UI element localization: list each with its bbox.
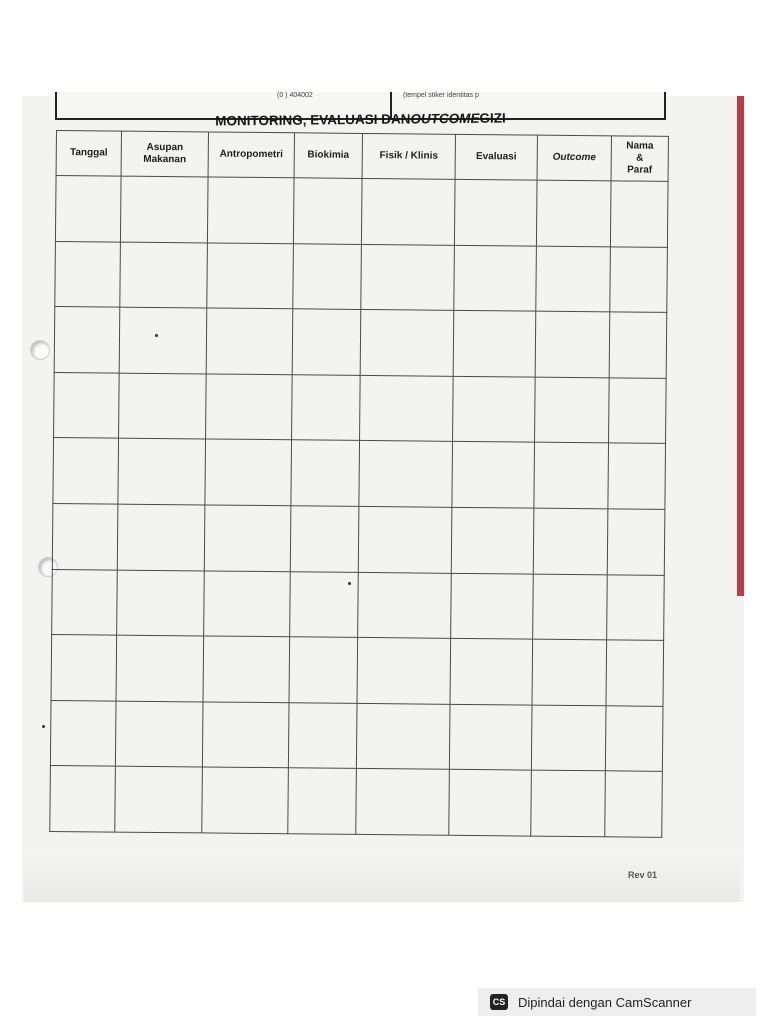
table-cell xyxy=(202,767,289,833)
table-cell xyxy=(608,443,666,509)
table-cell xyxy=(531,770,606,836)
camscanner-watermark xyxy=(478,988,756,1016)
table-row xyxy=(51,635,664,706)
table-cell xyxy=(360,375,454,441)
table-cell xyxy=(454,179,537,245)
table-cell xyxy=(120,242,208,308)
table-cell xyxy=(205,439,292,505)
table-cell xyxy=(204,571,291,637)
table-cell xyxy=(119,307,207,373)
table-cell xyxy=(53,438,119,504)
table-cell xyxy=(54,307,120,373)
table-cell xyxy=(117,570,205,636)
table-cell xyxy=(207,177,294,243)
table-cell xyxy=(451,573,534,639)
table-cell xyxy=(51,635,117,701)
table-cell xyxy=(116,635,204,701)
table-cell xyxy=(531,705,606,771)
table-cell xyxy=(452,442,535,508)
sticker-note: (tempel stiker identitas p xyxy=(403,92,479,99)
table-cell xyxy=(206,308,293,374)
title-text-1: MONITORING, EVALUASI DAN xyxy=(215,110,411,129)
table-cell xyxy=(360,310,454,376)
table-cell xyxy=(288,703,357,769)
col-header-biokimia: Biokimia xyxy=(294,133,362,179)
table-cell xyxy=(293,243,362,309)
table-cell xyxy=(533,574,608,640)
table-cell xyxy=(536,246,611,312)
table-cell xyxy=(605,706,663,772)
table-cell xyxy=(454,245,537,311)
table-row xyxy=(54,372,667,443)
table-cell xyxy=(605,771,663,837)
table-cell xyxy=(207,243,294,309)
table-cell xyxy=(120,176,208,242)
table-cell xyxy=(610,246,668,312)
table-cell xyxy=(293,178,362,244)
table-row xyxy=(52,503,665,574)
col-header-fisik-klinis: Fisik / Klinis xyxy=(362,133,455,179)
table-cell xyxy=(50,766,116,832)
table-cell xyxy=(356,703,450,769)
table-cell xyxy=(203,636,290,702)
phone-text: (0 ) 404002 xyxy=(277,92,313,99)
table-cell xyxy=(292,375,361,441)
table-row xyxy=(50,700,663,771)
punch-hole xyxy=(30,340,50,360)
table-cell xyxy=(117,504,205,570)
table-cell xyxy=(206,374,293,440)
col-header-asupan-makanan: Asupan Makanan xyxy=(121,131,208,177)
speck xyxy=(42,725,45,728)
table-cell xyxy=(54,372,120,438)
table-cell xyxy=(115,701,203,767)
table-cell xyxy=(609,378,667,444)
table-cell xyxy=(535,311,610,377)
table-cell xyxy=(361,244,455,310)
table-cell xyxy=(119,373,207,439)
table-cell xyxy=(118,438,206,504)
camscanner-icon: CS xyxy=(490,994,508,1010)
table-cell xyxy=(361,178,455,244)
table-cell xyxy=(358,506,452,572)
table-row xyxy=(52,569,665,640)
table-cell xyxy=(358,572,452,638)
table-cell xyxy=(453,376,536,442)
table-cell xyxy=(535,377,610,443)
red-folder-edge xyxy=(737,96,744,596)
col-header-tanggal: Tanggal xyxy=(56,131,121,177)
table-cell xyxy=(55,176,121,242)
table-cell xyxy=(52,569,118,635)
table-cell xyxy=(202,702,289,768)
table-row xyxy=(50,766,663,838)
table-cell xyxy=(606,640,664,706)
table-cell xyxy=(534,442,609,508)
table-cell xyxy=(610,181,668,247)
revision-label: Rev 01 xyxy=(628,870,658,880)
monitoring-table xyxy=(49,130,669,838)
table-cell xyxy=(449,704,532,770)
table-cell xyxy=(289,637,358,703)
table-cell xyxy=(607,574,665,640)
table-cell xyxy=(55,241,121,307)
table-cell xyxy=(450,638,533,704)
table-cell xyxy=(533,508,608,574)
table-row xyxy=(55,241,668,312)
col-header-evaluasi: Evaluasi xyxy=(455,134,537,180)
table-cell xyxy=(357,638,451,704)
table-cell xyxy=(290,506,359,572)
table-cell xyxy=(359,441,453,507)
table-cell xyxy=(356,769,450,836)
title-text-2: GIZI xyxy=(479,109,506,126)
table-cell xyxy=(609,312,667,378)
table-cell xyxy=(52,503,118,569)
title-outcome: OUTCOME xyxy=(410,110,480,126)
table-cell xyxy=(536,180,611,246)
table-cell xyxy=(115,766,203,832)
table-cell xyxy=(50,700,116,766)
table-cell xyxy=(532,639,607,705)
col-header-outcome: Outcome xyxy=(537,135,611,181)
table-cell xyxy=(292,309,361,375)
camscanner-text: Dipindai dengan CamScanner xyxy=(518,994,692,1010)
table-row xyxy=(55,176,668,247)
table-cell xyxy=(453,311,536,377)
speck xyxy=(348,582,351,585)
table-cell xyxy=(607,509,665,575)
table-cell xyxy=(204,505,291,571)
speck xyxy=(155,334,158,337)
table-cell xyxy=(451,507,534,573)
table-cell xyxy=(288,768,357,834)
table-row xyxy=(54,307,667,378)
col-header-nama-paraf: Nama & Paraf xyxy=(611,136,668,182)
col-header-antropometri: Antropometri xyxy=(208,132,294,178)
table-cell xyxy=(291,440,360,506)
table-row xyxy=(53,438,666,509)
table-header-row xyxy=(56,131,668,182)
table-cell xyxy=(449,770,532,836)
